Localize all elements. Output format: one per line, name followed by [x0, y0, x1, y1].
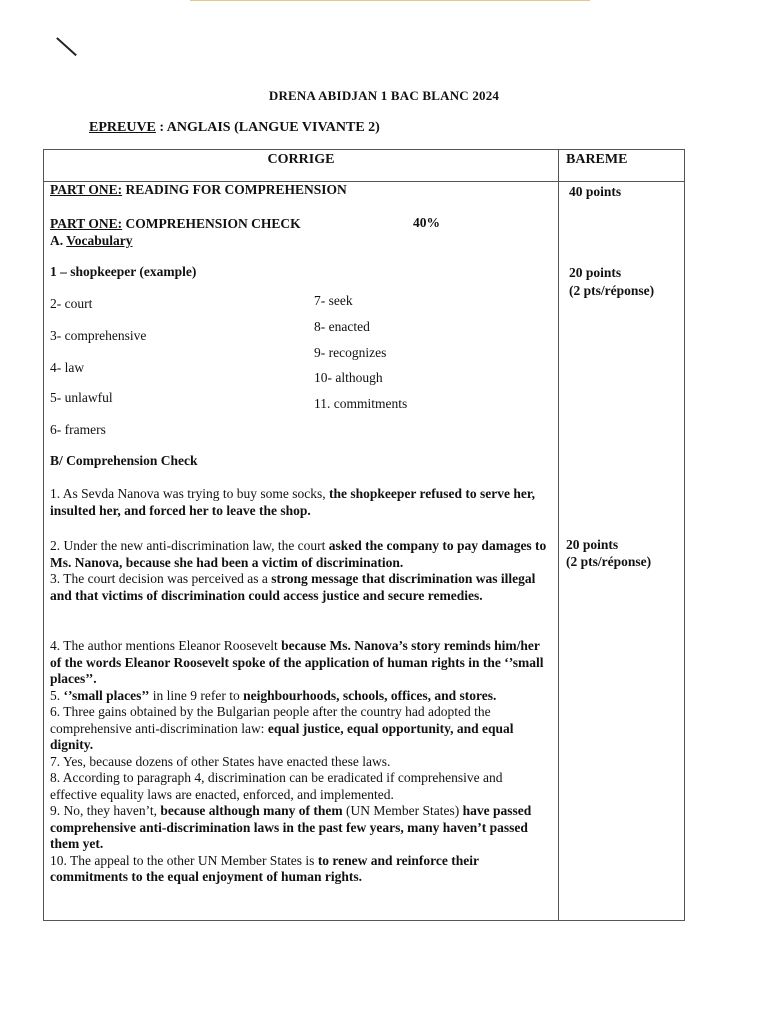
answer-4: 4. The author mentions Eleanor Roosevelt because Ms. Nanova’s story reminds him/her of the words Eleanor Roosevelt spoke of the application of human rights in the ‘’small places’’. — [50, 638, 544, 686]
answer-7: 7. Yes, because dozens of other States have enacted these laws. — [50, 753, 391, 769]
vocab-item: 4- law — [50, 360, 85, 375]
vocab-title: Vocabulary — [66, 233, 133, 248]
vocab-item: 5- unlawful — [50, 390, 113, 405]
vocab-example: 1 – shopkeeper (example) — [50, 264, 197, 279]
answer-2: 2. Under the new anti-discrimination law, the court asked the company to pay damages to Ms. Nanova, because she had been a victim of discrimination. — [50, 538, 547, 570]
answers-4-10 — [50, 638, 550, 886]
comp-points: 20 points — [566, 537, 619, 552]
answer-6: 6. Three gains obtained by the Bulgarian people after the country had adopted the comprehensive anti-discrimination law: equal justice, equal opportunity, and equal dignity. — [50, 704, 514, 752]
check-title: COMPREHENSION CHECK — [122, 216, 301, 231]
check-percent: 40% — [413, 215, 440, 230]
vocab-item: 8- enacted — [314, 319, 370, 334]
comp-points-detail: (2 pts/réponse) — [566, 554, 652, 569]
answer-10: 10. The appeal to the other UN Member States is to renew and reinforce their commitments to the equal enjoyment of human rights. — [50, 852, 479, 884]
answer-8: 8. According to paragraph 4, discrimination can be eradicated if comprehensive and effective equality laws are enacted, enforced, and implemented. — [50, 770, 503, 802]
answer-key-table — [43, 149, 685, 921]
check-label: PART ONE: — [50, 216, 123, 231]
part-one-title: READING FOR COMPREHENSION — [122, 182, 347, 197]
answers-2-3 — [50, 538, 550, 604]
vocab-item: 3- comprehensive — [50, 328, 147, 343]
vocab-item: 2- court — [50, 296, 93, 311]
part-one-heading — [50, 182, 347, 199]
part-one-label: PART ONE: — [50, 182, 123, 197]
comprehension-heading: B/ Comprehension Check — [50, 453, 198, 468]
answer-9: 9. No, they haven’t, because although many of them (UN Member States) have passed comprehensive anti-discrimination laws in the past few years, many haven’t passed them yet. — [50, 803, 532, 851]
vocab-item: 9- recognizes — [314, 345, 387, 360]
epreuve-value: : ANGLAIS (LANGUE VIVANTE 2) — [155, 120, 380, 135]
vocab-item: 7- seek — [314, 293, 353, 308]
answer-5: 5. ‘’small places’’ in line 9 refer to neighbourhoods, schools, offices, and stores. — [50, 687, 497, 703]
comprehension-check-heading — [50, 216, 301, 233]
table-header-row — [44, 150, 684, 182]
document-title: DRENA ABIDJAN 1 BAC BLANC 2024 — [268, 88, 500, 103]
pen-stroke-mark — [56, 37, 76, 56]
vocab-item: 11. commitments — [314, 396, 408, 411]
answer-3: 3. The court decision was perceived as a strong message that discrimination was illegal and that victims of discrimination could access justice and secure remedies. — [50, 571, 536, 603]
epreuve-label: EPREUVE — [89, 120, 156, 135]
column-divider — [558, 150, 559, 920]
corrige-header: CORRIGE — [267, 152, 335, 167]
vocab-points: 20 points — [569, 265, 622, 280]
vocabulary-heading — [50, 233, 133, 250]
vocab-points-detail: (2 pts/réponse) — [569, 283, 655, 298]
exam-subject — [89, 120, 380, 136]
vocab-item: 6- framers — [50, 422, 106, 437]
part-one-points: 40 points — [569, 184, 622, 199]
top-edge-line — [190, 0, 590, 1]
bareme-header: BAREME — [566, 152, 628, 167]
vocab-item: 10- although — [314, 370, 383, 385]
vocab-prefix: A. — [50, 233, 67, 248]
answer-1: 1. As Sevda Nanova was trying to buy some socks, the shopkeeper refused to serve her, insulted her, and forced her to leave the shop. — [50, 486, 535, 518]
